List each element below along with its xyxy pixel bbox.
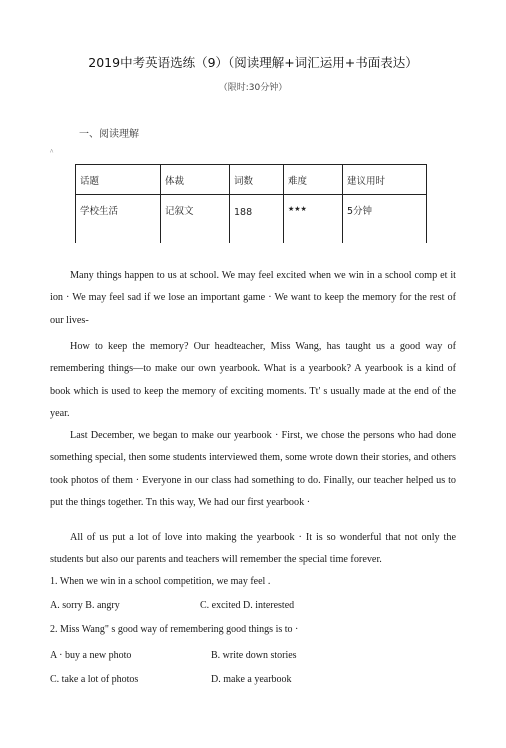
question-1-options-right: C. excited D. interested <box>200 600 295 611</box>
caret-mark: ^ <box>50 148 54 156</box>
passage-paragraph-1 <box>50 265 456 332</box>
passage-paragraph-2 <box>50 336 456 425</box>
value-difficulty: ★★★ <box>284 195 343 244</box>
page-title: 2019中考英语选练（9）（阅读理解+词汇运用+书面表达） <box>88 55 418 70</box>
header-word-count: 词数 <box>230 165 284 195</box>
info-table-header-row <box>76 165 427 195</box>
value-word-count: 188 <box>230 195 284 244</box>
info-table-value-row <box>76 195 427 244</box>
header-difficulty: 难度 <box>284 165 343 195</box>
value-topic: 学校生活 <box>76 195 161 244</box>
header-topic: 话题 <box>76 165 161 195</box>
info-table <box>75 164 427 243</box>
paragraph-2-text: How to keep the memory? Our headteacher, Miss Wang, has taught us a good way of remembering things—to make our own yearbook. What is a yearbook? A yearbook is a kind of book which is used to keep the memory of exciting moments. Tt' s usually made at the end of the year. <box>50 341 456 419</box>
value-genre: 记叙文 <box>161 195 230 244</box>
question-2-option-c: C. take a lot of photos <box>50 674 139 685</box>
passage-paragraph-4 <box>50 527 456 572</box>
question-2-stem: 2. Miss Wang" s good way of remembering good things is to · <box>50 624 299 635</box>
question-2-option-b: B. write down stories <box>211 650 297 661</box>
section-heading-reading: 一、阅读理解 <box>79 129 139 140</box>
paragraph-1-text: Many things happen to us at school. We may feel excited when we win in a school comp et it ion · We may feel sad if we lose an important game · We want to keep the memory for the rest of our lives- <box>50 270 456 326</box>
value-suggested-time: 5分钟 <box>343 195 427 244</box>
question-1-stem: 1. When we win in a school competition, we may feel . <box>50 576 271 587</box>
paragraph-3-text: Last December, we began to make our yearbook · First, we chose the persons who had done something special, then some students interviewed them, some wrote down their stories, and others took photos of them · Everyone in our class had something to do. Finally, our teacher helped us to put the things together. Tn this way, We had our first yearbook · <box>50 430 456 508</box>
time-limit: （限时:30分钟） <box>218 83 288 93</box>
question-2-option-a: A · buy a new photo <box>50 650 132 661</box>
passage-paragraph-3 <box>50 425 456 514</box>
question-2-option-d: D. make a yearbook <box>211 674 292 685</box>
question-1-options-left: A. sorry B. angry <box>50 600 120 611</box>
paragraph-4-text: All of us put a lot of love into making the yearbook · It is so wonderful that not only the students but also our parents and teachers will remember the special time forever. <box>50 532 456 566</box>
header-suggested-time: 建议用时 <box>343 165 427 195</box>
header-genre: 体裁 <box>161 165 230 195</box>
